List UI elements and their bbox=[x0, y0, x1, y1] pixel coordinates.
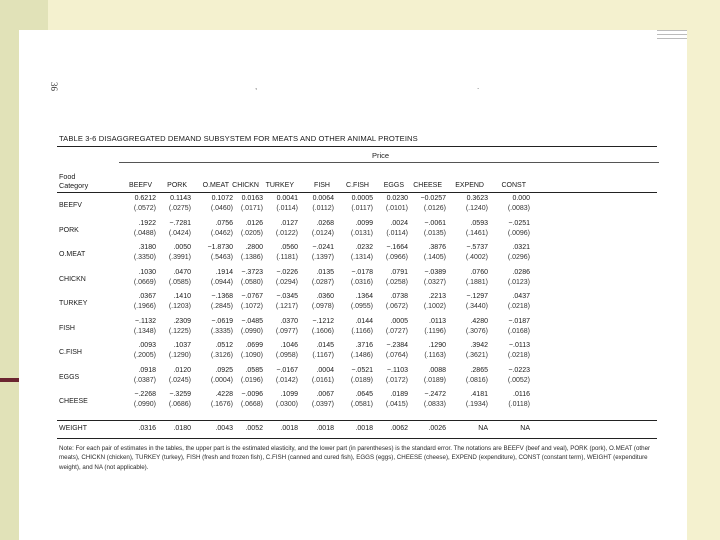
table-bottom-rule bbox=[57, 438, 657, 439]
standard-error: (.0131) bbox=[350, 229, 373, 237]
elasticity-estimate: .4228 bbox=[215, 391, 233, 398]
elasticity-estimate: .0437 bbox=[512, 293, 530, 300]
standard-error: (.0135) bbox=[423, 229, 446, 237]
elasticity-estimate: 0.0163 bbox=[241, 195, 263, 202]
elasticity-estimate: .0925 bbox=[215, 366, 233, 374]
standard-error: (.2005) bbox=[133, 352, 156, 359]
standard-error: (.0958) bbox=[275, 352, 298, 359]
elasticity-estimate: .4181 bbox=[470, 391, 488, 398]
weight-row-label: WEIGHT bbox=[59, 425, 87, 432]
row-category-label: TURKEY bbox=[59, 300, 88, 307]
elasticity-estimate: .0116 bbox=[513, 391, 530, 398]
standard-error: (.0462) bbox=[210, 229, 233, 237]
elasticity-estimate: −1.8730 bbox=[207, 244, 233, 251]
standard-error: (.0764) bbox=[385, 352, 408, 359]
standard-error: (.0096) bbox=[507, 229, 530, 237]
standard-error: (.0415) bbox=[385, 401, 408, 408]
price-group-rule bbox=[119, 162, 659, 163]
elasticity-estimate: .2213 bbox=[428, 293, 446, 300]
standard-error: (.1405) bbox=[423, 254, 446, 261]
elasticity-estimate: −.0241 bbox=[312, 244, 334, 251]
standard-error: (.0990) bbox=[240, 327, 263, 335]
standard-error: (.0052) bbox=[507, 376, 530, 384]
elasticity-estimate: .1364 bbox=[355, 293, 373, 300]
weight-value: .0180 bbox=[173, 425, 191, 432]
standard-error: (.1486) bbox=[350, 352, 373, 359]
weight-value: .0018 bbox=[316, 425, 334, 432]
elasticity-estimate: −.1132 bbox=[134, 317, 156, 325]
elasticity-estimate: −.2384 bbox=[386, 342, 408, 349]
standard-error: (.0294) bbox=[275, 278, 298, 286]
standard-error: (.0955) bbox=[350, 303, 373, 310]
weight-value: .0018 bbox=[355, 425, 373, 432]
standard-error: (.0205) bbox=[240, 229, 263, 237]
standard-error: (.0258) bbox=[385, 278, 408, 286]
standard-error: (.1090) bbox=[240, 352, 263, 359]
elasticity-estimate: −.5737 bbox=[466, 244, 488, 251]
column-header: TURKEY bbox=[265, 182, 294, 189]
standard-error: (.0004) bbox=[210, 376, 233, 384]
standard-error: (.0114) bbox=[276, 205, 298, 212]
standard-error: (.0585) bbox=[168, 278, 191, 286]
weight-value: .0062 bbox=[390, 425, 408, 432]
standard-error: (.0686) bbox=[168, 401, 191, 408]
standard-error: (.0118) bbox=[508, 401, 530, 408]
standard-error: (.0488) bbox=[133, 229, 156, 237]
elasticity-estimate: .0286 bbox=[512, 268, 530, 276]
standard-error: (.0833) bbox=[423, 401, 446, 408]
standard-error: (.1240) bbox=[465, 205, 488, 212]
standard-error: (.0122) bbox=[275, 229, 298, 237]
elasticity-estimate: .2309 bbox=[173, 317, 191, 325]
elasticity-estimate: −.0061 bbox=[424, 219, 446, 227]
weight-value: .0018 bbox=[280, 425, 298, 432]
standard-error: (.0218) bbox=[507, 303, 530, 310]
standard-error: (.0245) bbox=[168, 376, 191, 384]
elasticity-estimate: .1037 bbox=[173, 342, 191, 349]
standard-error: (.4002) bbox=[465, 254, 488, 261]
standard-error: (.0460) bbox=[210, 205, 233, 212]
standard-error: (.0944) bbox=[210, 278, 233, 286]
elasticity-estimate: .3876 bbox=[428, 244, 446, 251]
scan-speck: . bbox=[477, 82, 480, 91]
standard-error: (.1163) bbox=[424, 352, 446, 359]
elasticity-estimate: −.0521 bbox=[351, 366, 373, 374]
elasticity-estimate: −0.0257 bbox=[420, 195, 446, 202]
standard-error: (.0316) bbox=[350, 278, 373, 286]
elasticity-estimate: −.0767 bbox=[241, 293, 263, 300]
elasticity-estimate: 0.0064 bbox=[312, 195, 334, 202]
standard-error: (.1072) bbox=[240, 303, 263, 310]
standard-error: (.3076) bbox=[465, 327, 488, 335]
elasticity-estimate: 0.0041 bbox=[276, 195, 298, 202]
standard-error: (.0126) bbox=[423, 205, 446, 212]
standard-error: (.0300) bbox=[275, 401, 298, 408]
standard-error: (.0172) bbox=[385, 376, 408, 384]
elasticity-estimate: −.0178 bbox=[351, 268, 373, 276]
elasticity-estimate: .1046 bbox=[280, 342, 298, 349]
standard-error: (.1348) bbox=[133, 327, 156, 335]
elasticity-estimate: .0189 bbox=[390, 391, 408, 398]
header-rule bbox=[57, 192, 657, 193]
corner-label-line-2: Category bbox=[59, 181, 89, 190]
elasticity-estimate: −.0096 bbox=[241, 391, 263, 398]
elasticity-estimate: .0756 bbox=[215, 219, 233, 227]
weight-value: .0026 bbox=[428, 425, 446, 432]
standard-error: (.0287) bbox=[311, 278, 334, 286]
weight-top-rule bbox=[57, 420, 657, 421]
column-header: CHEESE bbox=[413, 182, 442, 189]
standard-error: (.0101) bbox=[385, 205, 408, 212]
elasticity-estimate: −.1297 bbox=[466, 293, 488, 300]
row-category-label: CHEESE bbox=[59, 398, 88, 405]
standard-error: (.0218) bbox=[507, 352, 530, 359]
elasticity-estimate: .0113 bbox=[429, 317, 446, 325]
elasticity-estimate: .0144 bbox=[355, 317, 373, 325]
standard-error: (.1181) bbox=[276, 254, 298, 261]
column-header: CONST bbox=[501, 182, 526, 189]
row-category-label: O.MEAT bbox=[59, 251, 86, 258]
column-header: CHICKN bbox=[232, 182, 259, 189]
standard-error: (.3350) bbox=[133, 254, 156, 261]
elasticity-estimate: .0470 bbox=[173, 268, 191, 276]
row-category-label: BEEFV bbox=[59, 202, 82, 209]
elasticity-estimate: .0645 bbox=[355, 391, 373, 398]
row-category-label: C.FISH bbox=[59, 349, 82, 356]
standard-error: (.0114) bbox=[386, 229, 408, 237]
elasticity-estimate: .0099 bbox=[355, 219, 373, 227]
elasticity-estimate: .1030 bbox=[138, 268, 156, 276]
elasticity-estimate: .0585 bbox=[245, 366, 263, 374]
standard-error: (.1966) bbox=[133, 303, 156, 310]
row-category-label: EGGS bbox=[59, 373, 80, 381]
standard-error: (.0977) bbox=[275, 327, 298, 335]
elasticity-estimate: −.0226 bbox=[276, 268, 298, 276]
standard-error: (.0123) bbox=[507, 278, 530, 286]
standard-error: (.0580) bbox=[240, 278, 263, 286]
elasticity-estimate: .2800 bbox=[245, 244, 263, 251]
table-title: TABLE 3-6 DISAGGREGATED DEMAND SUBSYSTEM FOR MEATS AND OTHER ANIMAL PROTEINS bbox=[59, 134, 418, 143]
weight-value: .0052 bbox=[245, 425, 263, 432]
column-header: PORK bbox=[167, 182, 187, 189]
standard-error: (.1461) bbox=[465, 229, 488, 237]
standard-error: (.1881) bbox=[465, 278, 488, 286]
standard-error: (.1225) bbox=[168, 327, 191, 335]
standard-error: (.1167) bbox=[312, 352, 334, 359]
standard-error: (.0978) bbox=[311, 303, 334, 310]
standard-error: (.0124) bbox=[311, 229, 334, 237]
column-header: O.MEAT bbox=[202, 182, 229, 189]
elasticity-estimate: .0024 bbox=[390, 219, 408, 227]
weight-value: .0043 bbox=[215, 425, 233, 432]
standard-error: (.1217) bbox=[275, 303, 298, 310]
elasticity-estimate: −.0389 bbox=[424, 268, 446, 276]
elasticity-estimate: .0004 bbox=[316, 366, 334, 374]
elasticity-estimate: .0093 bbox=[138, 342, 156, 349]
standard-error: (.5463) bbox=[210, 254, 233, 261]
standard-error: (.3335) bbox=[210, 327, 233, 335]
standard-error: (.0990) bbox=[133, 401, 156, 408]
standard-error: (.0424) bbox=[168, 229, 191, 237]
standard-error: (.3126) bbox=[210, 352, 233, 359]
elasticity-estimate: .0321 bbox=[512, 244, 530, 251]
elasticity-estimate: .0145 bbox=[316, 342, 334, 349]
elasticity-estimate: −.1212 bbox=[312, 317, 334, 325]
standard-error: (.1386) bbox=[240, 254, 263, 261]
standard-error: (.1166) bbox=[351, 327, 373, 335]
column-header: EGGS bbox=[383, 182, 404, 189]
elasticity-estimate: −.0345 bbox=[276, 293, 298, 300]
page-number: 36 bbox=[49, 82, 59, 91]
standard-error: (.0142) bbox=[275, 376, 298, 384]
standard-error: (.0387) bbox=[133, 376, 156, 384]
standard-error: (.0672) bbox=[385, 303, 408, 310]
scanned-page bbox=[19, 30, 687, 540]
elasticity-estimate: .4280 bbox=[470, 317, 488, 325]
standard-error: (.1314) bbox=[350, 254, 373, 261]
standard-error: (.0669) bbox=[133, 278, 156, 286]
elasticity-estimate: .0135 bbox=[316, 268, 334, 276]
corner-label-line-1: Food bbox=[59, 172, 76, 181]
elasticity-estimate: .0560 bbox=[280, 244, 298, 251]
elasticity-estimate: .0699 bbox=[245, 342, 263, 349]
elasticity-estimate: .0370 bbox=[280, 317, 298, 325]
standard-error: (.0275) bbox=[168, 205, 191, 212]
standard-error: (.1397) bbox=[311, 254, 334, 261]
elasticity-estimate: .0050 bbox=[173, 244, 191, 251]
column-header: EXPEND bbox=[455, 182, 484, 189]
elasticity-estimate: 0.3623 bbox=[466, 195, 488, 202]
standard-error: (.1606) bbox=[311, 327, 334, 335]
elasticity-estimate: .0760 bbox=[470, 268, 488, 276]
standard-error: (.0966) bbox=[385, 254, 408, 261]
elasticity-estimate: −.1368 bbox=[211, 293, 233, 300]
elasticity-estimate: −.0167 bbox=[276, 366, 298, 374]
elasticity-estimate: .0120 bbox=[173, 366, 191, 374]
elasticity-estimate: 0.1072 bbox=[211, 195, 233, 202]
elasticity-estimate: −.0113 bbox=[508, 342, 530, 349]
column-header: FISH bbox=[314, 182, 330, 189]
standard-error: (.0816) bbox=[465, 376, 488, 384]
elasticity-estimate: .0738 bbox=[390, 293, 408, 300]
column-header: C.FISH bbox=[346, 182, 369, 189]
elasticity-estimate: .0088 bbox=[428, 366, 446, 374]
standard-error: (.0168) bbox=[507, 327, 530, 335]
elasticity-estimate: .0918 bbox=[138, 366, 156, 374]
elasticity-estimate: −.7281 bbox=[169, 219, 191, 227]
table-note: Note: For each pair of estimates in the tables, the upper part is the estimated elasticity, and the lower part (in parentheses) is the standard error. The notations are BEEFV (beef and veal), PORK (pork), O.MEAT (other meats), CHICKN (chicken), TURKEY (turkey), FISH (fresh and frozen fish), C.FISH (canned and cured fish), EGGS (eggs), CHEESE (cheese), EXPEND (expenditure), CONST (constant term), WEIGHT (expenditure weight), and NA (not applicable). bbox=[59, 445, 651, 471]
elasticity-estimate: .2865 bbox=[470, 366, 488, 374]
standard-error: (.2845) bbox=[210, 303, 233, 310]
elasticity-estimate: .1290 bbox=[428, 342, 446, 349]
elasticity-estimate: −.0251 bbox=[508, 219, 530, 227]
standard-error: (.0112) bbox=[312, 205, 334, 212]
standard-error: (.1196) bbox=[424, 327, 446, 335]
scan-corner-lines bbox=[657, 30, 687, 48]
standard-error: (.3991) bbox=[168, 254, 191, 261]
elasticity-estimate: .0593 bbox=[470, 219, 488, 227]
elasticity-estimate: .0512 bbox=[215, 342, 233, 349]
standard-error: (.1934) bbox=[465, 401, 488, 408]
elasticity-estimate: .0360 bbox=[316, 293, 334, 300]
elasticity-estimate: −.0619 bbox=[211, 317, 233, 325]
table-top-rule bbox=[57, 146, 657, 147]
elasticity-estimate: −.1103 bbox=[386, 366, 408, 374]
elasticity-estimate: .1914 bbox=[215, 268, 233, 276]
elasticity-estimate: −.3723 bbox=[241, 268, 263, 276]
standard-error: (.1203) bbox=[168, 303, 191, 310]
standard-error: (.0572) bbox=[133, 205, 156, 212]
standard-error: (.0189) bbox=[350, 376, 373, 384]
elasticity-estimate: .3180 bbox=[138, 244, 156, 251]
elasticity-estimate: 0.0230 bbox=[386, 195, 408, 202]
standard-error: (.0196) bbox=[240, 376, 263, 384]
standard-error: (.0296) bbox=[507, 254, 530, 261]
standard-error: (.3621) bbox=[465, 352, 488, 359]
standard-error: (.0171) bbox=[240, 205, 263, 212]
elasticity-estimate: .3942 bbox=[470, 342, 488, 349]
elasticity-estimate: −.3259 bbox=[169, 391, 191, 398]
elasticity-estimate: 0.1143 bbox=[170, 195, 191, 202]
standard-error: (.3440) bbox=[465, 303, 488, 310]
standard-error: (.0083) bbox=[507, 205, 530, 212]
elasticity-estimate: .3716 bbox=[355, 342, 373, 349]
elasticity-estimate: .0367 bbox=[138, 293, 156, 300]
standard-error: (.1002) bbox=[423, 303, 446, 310]
standard-error: (.0117) bbox=[351, 205, 373, 212]
weight-value: NA bbox=[520, 425, 530, 432]
elasticity-estimate: .0126 bbox=[245, 219, 263, 227]
elasticity-estimate: −.0485 bbox=[241, 317, 263, 325]
elasticity-estimate: 0.0005 bbox=[351, 195, 373, 202]
elasticity-estimate: −.2268 bbox=[134, 391, 156, 398]
row-category-label: CHICKN bbox=[59, 275, 86, 283]
elasticity-estimate: .0067 bbox=[316, 391, 334, 398]
elasticity-estimate: 0.000 bbox=[512, 195, 530, 202]
elasticity-estimate: −.2472 bbox=[424, 391, 446, 398]
standard-error: (.0327) bbox=[423, 278, 446, 286]
standard-error: (.0668) bbox=[240, 401, 263, 408]
elasticity-estimate: .0127 bbox=[280, 219, 298, 227]
standard-error: (.1676) bbox=[210, 401, 233, 408]
standard-error: (.0189) bbox=[423, 376, 446, 384]
elasticity-estimate: .1922 bbox=[138, 219, 156, 227]
row-category-label: PORK bbox=[59, 226, 79, 234]
weight-value: NA bbox=[478, 425, 488, 432]
elasticity-estimate: −.1664 bbox=[386, 244, 408, 251]
row-category-label: FISH bbox=[59, 324, 75, 332]
elasticity-estimate: .1410 bbox=[173, 293, 191, 300]
elasticity-estimate: −.0187 bbox=[508, 317, 530, 325]
column-header: BEEFV bbox=[129, 182, 152, 189]
elasticity-estimate: .0005 bbox=[390, 317, 408, 325]
elasticity-estimate: 0.6212 bbox=[134, 195, 156, 202]
elasticity-estimate: .1099 bbox=[280, 391, 298, 398]
elasticity-estimate: −.0223 bbox=[508, 366, 530, 374]
elasticity-estimate: .0268 bbox=[316, 219, 334, 227]
standard-error: (.0581) bbox=[350, 401, 373, 408]
elasticity-estimate: .0232 bbox=[355, 244, 373, 251]
elasticity-estimate: .0791 bbox=[390, 268, 408, 276]
standard-error: (.1290) bbox=[168, 352, 191, 359]
price-group-label: Price bbox=[372, 151, 390, 160]
standard-error: (.0397) bbox=[311, 401, 334, 408]
scan-speck: , bbox=[255, 82, 258, 91]
standard-error: (.0727) bbox=[385, 327, 408, 335]
standard-error: (.0161) bbox=[311, 376, 334, 384]
weight-value: .0316 bbox=[138, 425, 156, 432]
